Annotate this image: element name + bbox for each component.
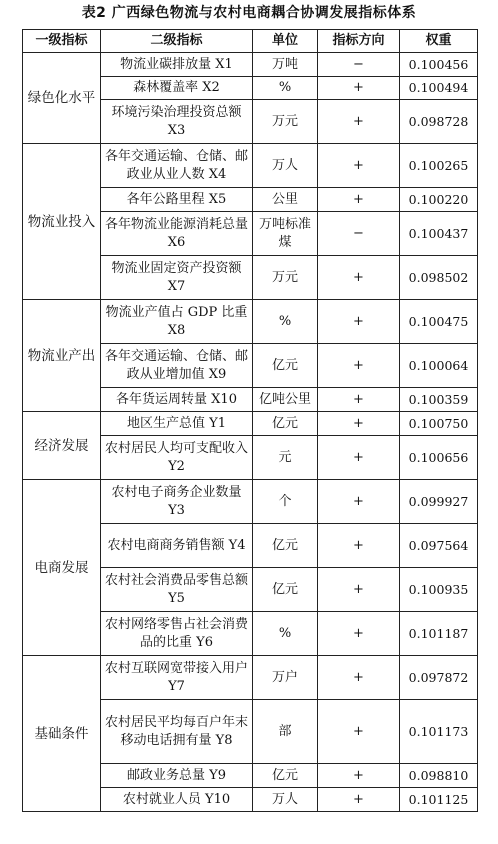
unit-cell: 元: [253, 436, 318, 480]
weight-cell: 0.100456: [400, 53, 478, 77]
unit-cell: 亿元: [253, 524, 318, 568]
direction-cell: +: [318, 388, 400, 412]
level2-indicator: 环境污染治理投资总额 X3: [101, 100, 253, 144]
weight-cell: 0.100359: [400, 388, 478, 412]
level1-indicator: 物流业投入: [23, 144, 101, 300]
level2-indicator: 各年公路里程 X5: [101, 188, 253, 212]
table-row: [23, 144, 478, 188]
direction-cell: +: [318, 77, 400, 100]
direction-cell: +: [318, 524, 400, 568]
weight-cell: 0.100475: [400, 300, 478, 344]
weight-cell: 0.098810: [400, 764, 478, 788]
unit-cell: %: [253, 77, 318, 100]
header-row: [23, 30, 478, 53]
weight-cell: 0.100935: [400, 568, 478, 612]
level2-indicator: 农村电商商务销售额 Y4: [101, 524, 253, 568]
level2-indicator: 农村居民人均可支配收入 Y2: [101, 436, 253, 480]
weight-cell: 0.100437: [400, 212, 478, 256]
direction-cell: +: [318, 144, 400, 188]
table-title: 表2 广西绿色物流与农村电商耦合协调发展指标体系: [81, 5, 417, 21]
weight-cell: 0.101187: [400, 612, 478, 656]
weight-cell: 0.097872: [400, 656, 478, 700]
level2-indicator: 邮政业务总量 Y9: [101, 764, 253, 788]
direction-cell: +: [318, 300, 400, 344]
direction-cell: +: [318, 788, 400, 812]
level2-indicator: 森林覆盖率 X2: [101, 77, 253, 100]
level2-indicator: 物流业碳排放量 X1: [101, 53, 253, 77]
level1-indicator: 电商发展: [23, 480, 101, 656]
unit-cell: 亿吨公里: [253, 388, 318, 412]
indicator-table: [22, 29, 478, 812]
header-direction: 指标方向: [318, 30, 400, 53]
level2-indicator: 各年物流业能源消耗总量 X6: [101, 212, 253, 256]
unit-cell: 万元: [253, 256, 318, 300]
direction-cell: −: [318, 212, 400, 256]
unit-cell: %: [253, 300, 318, 344]
unit-cell: %: [253, 612, 318, 656]
table-row: [23, 300, 478, 344]
weight-cell: 0.100064: [400, 344, 478, 388]
unit-cell: 万吨标准煤: [253, 212, 318, 256]
unit-cell: 亿元: [253, 568, 318, 612]
header-level1: 一级指标: [23, 30, 101, 53]
level2-indicator: 农村社会消费品零售总额 Y5: [101, 568, 253, 612]
unit-cell: 亿元: [253, 344, 318, 388]
direction-cell: +: [318, 436, 400, 480]
weight-cell: 0.098502: [400, 256, 478, 300]
level2-indicator: 农村网络零售占社会消费品的比重 Y6: [101, 612, 253, 656]
unit-cell: 亿元: [253, 412, 318, 436]
level2-indicator: 物流业固定资产投资额 X7: [101, 256, 253, 300]
direction-cell: +: [318, 344, 400, 388]
weight-cell: 0.100220: [400, 188, 478, 212]
direction-cell: +: [318, 188, 400, 212]
level2-indicator: 农村就业人员 Y10: [101, 788, 253, 812]
weight-cell: 0.101125: [400, 788, 478, 812]
level2-indicator: 地区生产总值 Y1: [101, 412, 253, 436]
table-row: [23, 53, 478, 77]
direction-cell: +: [318, 568, 400, 612]
direction-cell: +: [318, 700, 400, 764]
direction-cell: +: [318, 100, 400, 144]
table-body: [23, 53, 478, 812]
weight-cell: 0.100656: [400, 436, 478, 480]
weight-cell: 0.097564: [400, 524, 478, 568]
table-row: [23, 412, 478, 436]
level1-indicator: 物流业产出: [23, 300, 101, 412]
weight-cell: 0.098728: [400, 100, 478, 144]
header-unit: 单位: [253, 30, 318, 53]
unit-cell: 公里: [253, 188, 318, 212]
unit-cell: 万吨: [253, 53, 318, 77]
table-row: [23, 656, 478, 700]
header-level2: 二级指标: [101, 30, 253, 53]
level1-indicator: 绿色化水平: [23, 53, 101, 144]
direction-cell: +: [318, 256, 400, 300]
direction-cell: +: [318, 480, 400, 524]
level2-indicator: 物流业产值占 GDP 比重 X8: [101, 300, 253, 344]
direction-cell: +: [318, 656, 400, 700]
direction-cell: −: [318, 53, 400, 77]
level2-indicator: 农村互联网宽带接入用户 Y7: [101, 656, 253, 700]
weight-cell: 0.100494: [400, 77, 478, 100]
weight-cell: 0.099927: [400, 480, 478, 524]
unit-cell: 万人: [253, 144, 318, 188]
level2-indicator: 农村居民平均每百户年末移动电话拥有量 Y8: [101, 700, 253, 764]
level1-indicator: 基础条件: [23, 656, 101, 812]
weight-cell: 0.101173: [400, 700, 478, 764]
level2-indicator: 各年货运周转量 X10: [101, 388, 253, 412]
table-row: [23, 480, 478, 524]
unit-cell: 万人: [253, 788, 318, 812]
direction-cell: +: [318, 764, 400, 788]
level1-indicator: 经济发展: [23, 412, 101, 480]
level2-indicator: 各年交通运输、仓储、邮政业从业人数 X4: [101, 144, 253, 188]
unit-cell: 部: [253, 700, 318, 764]
header-weight: 权重: [400, 30, 478, 53]
unit-cell: 万元: [253, 100, 318, 144]
unit-cell: 个: [253, 480, 318, 524]
direction-cell: +: [318, 412, 400, 436]
unit-cell: 万户: [253, 656, 318, 700]
unit-cell: 亿元: [253, 764, 318, 788]
level2-indicator: 各年交通运输、仓储、邮政从业增加值 X9: [101, 344, 253, 388]
level2-indicator: 农村电子商务企业数量 Y3: [101, 480, 253, 524]
weight-cell: 0.100265: [400, 144, 478, 188]
weight-cell: 0.100750: [400, 412, 478, 436]
direction-cell: +: [318, 612, 400, 656]
